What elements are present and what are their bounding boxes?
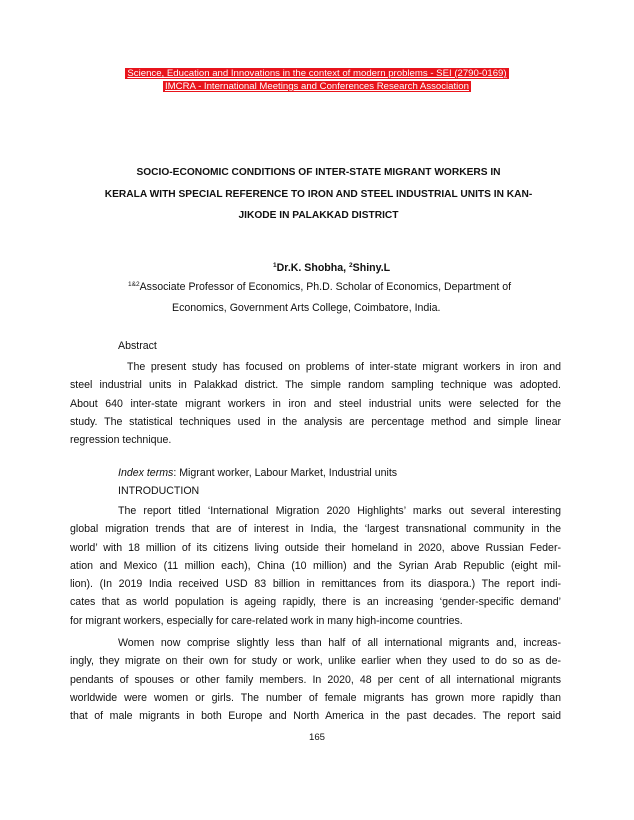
introduction-paragraph-2: [70, 634, 561, 725]
author-line: [273, 262, 390, 274]
abstract-line: About 640 inter-state migrant workers in iron and steel industrial units were selected for the: [70, 397, 561, 410]
abstract-body: [70, 358, 561, 449]
paragraph-line: ation and Mexico (11 million each), China (10 million) and the Syrian Arab Republic (eight mil-: [70, 559, 561, 572]
paragraph-line: lion). (In 2019 India received USD 83 billion in remittances from its diaspora.) The report indi-: [70, 578, 561, 591]
title-line: KERALA WITH SPECIAL REFERENCE TO IRON AND STEEL INDUSTRIAL UNITS IN KAN-: [104, 188, 533, 200]
affiliation-line1: [128, 281, 511, 293]
affiliation-sup: 1&2: [128, 281, 140, 288]
title-line: JIKODE IN PALAKKAD DISTRICT: [238, 210, 399, 221]
journal-name[interactable]: Science, Education and Innovations in the context of modern problems - SEI (2790-0169): [127, 68, 507, 79]
index-terms-text: : Migrant worker, Labour Market, Industrial units: [173, 467, 398, 479]
paragraph-line: worldwide were women or girls. The number of female migrants has grown more rapidly than: [70, 691, 561, 704]
title-line: SOCIO-ECONOMIC CONDITIONS OF INTER-STATE MIGRANT WORKERS IN: [136, 167, 501, 178]
introduction-paragraph-1: [70, 502, 561, 630]
abstract-heading: Abstract: [118, 340, 157, 352]
paragraph-line: ingly, they migrate on their own for study or work, unlike earlier when they used to do so as de-: [70, 655, 561, 668]
paragraph-line: global migration trends that are of interest in India, the ‘largest transnational community in the: [70, 523, 561, 536]
journal-header-line1: [0, 68, 634, 80]
paragraph-line: world’ with 18 million of its citizens living outside their homeland in 2020, above Russian Feder-: [70, 541, 561, 554]
publisher-name[interactable]: IMCRA - International Meetings and Conferences Research Association: [165, 81, 469, 92]
abstract-line: study. The statistical techniques used in the analysis are percentage method and simple linear: [70, 415, 561, 428]
paper-title: [66, 162, 571, 227]
paragraph-line: pendants of spouses or other family members. In 2020, 48 per cent of all international migrants: [70, 673, 561, 686]
index-terms-label: Index terms: [118, 467, 174, 479]
paragraph-line: Women now comprise slightly less than half of all international migrants and, increas-: [118, 637, 561, 649]
abstract-line: regression technique.: [70, 434, 172, 447]
affiliation-line2: Economics, Government Arts College, Coimbatore, India.: [172, 302, 441, 314]
author-sup-2: 2: [349, 262, 353, 269]
paragraph-line: that of male migrants in both Europe and North America in the past decades. The report said: [70, 710, 561, 723]
index-terms: [118, 467, 397, 479]
page-number: 165: [308, 732, 325, 743]
author-2: Shiny.L: [352, 262, 391, 274]
introduction-heading: INTRODUCTION: [118, 485, 200, 497]
author-sup-1: 1: [273, 262, 277, 269]
affiliation-text: Associate Professor of Economics, Ph.D. Scholar of Economics, Department of: [139, 281, 512, 293]
abstract-line: steel industrial units in Palakkad district. The simple random sampling technique was adopted.: [70, 379, 561, 392]
paragraph-line: cates that as world population is ageing rapidly, there is an increasing ‘gender-specific demand’: [70, 596, 561, 609]
journal-header-line2: [0, 81, 634, 93]
abstract-line: The present study has focused on problems of inter-state migrant workers in iron and: [127, 361, 561, 373]
paragraph-line: for migrant workers, especially for care-related work in many high-income countries.: [70, 614, 463, 627]
paragraph-line: The report titled ‘International Migration 2020 Highlights’ marks out several interesting: [118, 505, 561, 517]
author-1: Dr.K. Shobha,: [276, 262, 350, 274]
